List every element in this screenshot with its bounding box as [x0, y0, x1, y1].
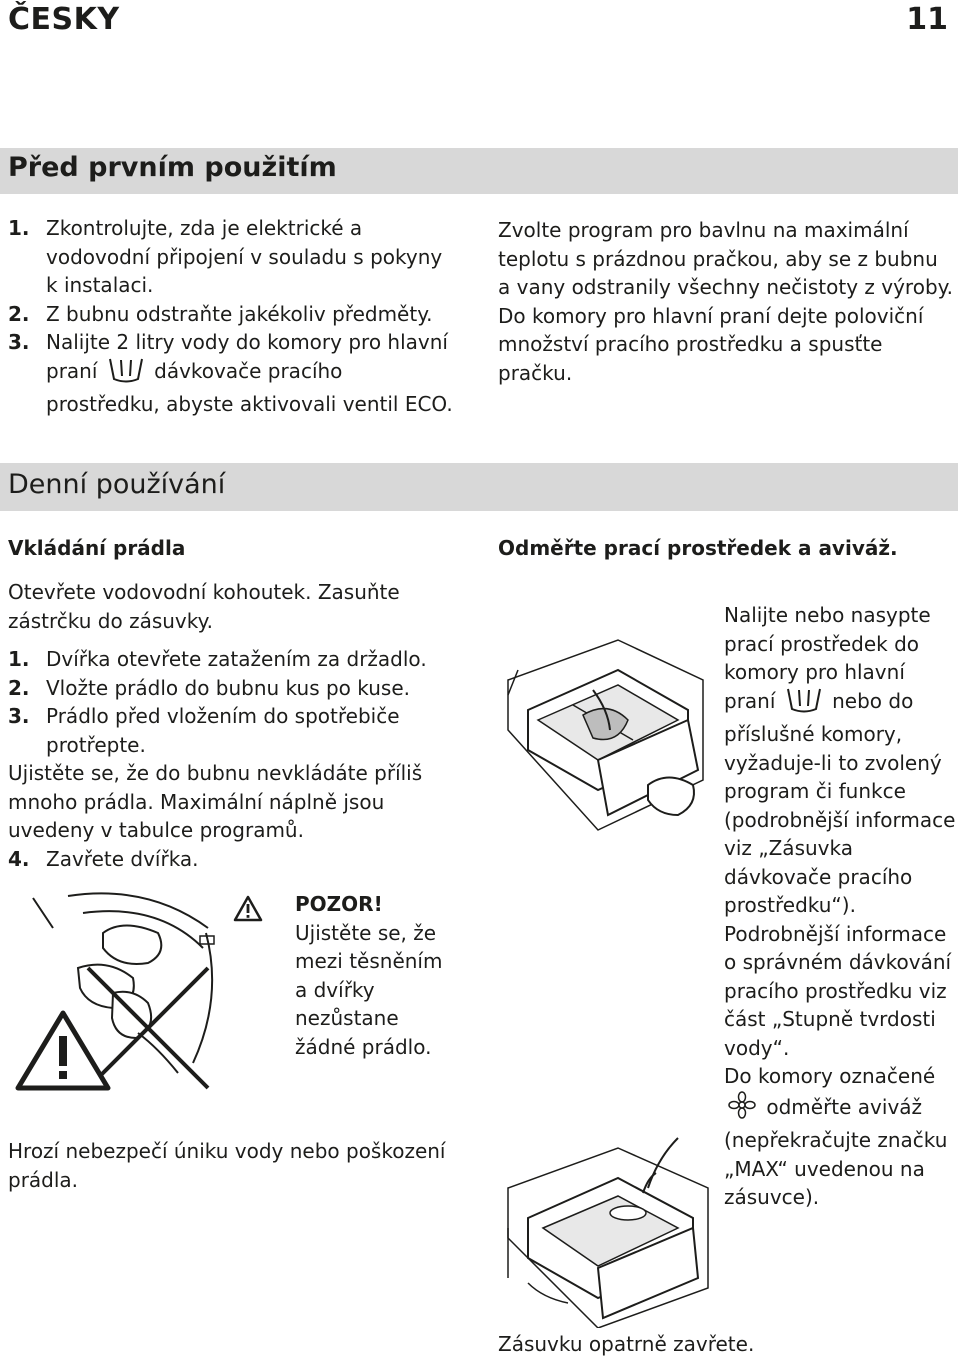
paragraph: Do komory označené — [724, 1064, 936, 1088]
section-title-daily-use: Denní používání — [8, 469, 226, 500]
paragraph: nebo do příslušné komory, vyžaduje-li to zvolený program či funkce (podrobnější informace viz „Zásuvka dávkovače pracího prostředku“). Podrobnější informace o správném dávkování pracího prostředku viz část „Stupně tvrdosti vody“. — [724, 688, 956, 1060]
section-heading-band — [0, 148, 958, 194]
door-seal-illustration — [8, 888, 223, 1103]
section-heading-band — [0, 463, 958, 511]
step-text: Vložte prádlo do bubnu kus po kuse. — [46, 675, 410, 700]
step-number: 3. — [8, 330, 30, 354]
step-number: 3. — [8, 704, 30, 728]
wash-tub-icon — [108, 357, 144, 391]
detergent-drawer-illustration — [498, 620, 713, 835]
list-item — [8, 328, 458, 419]
paragraph: Do komory pro hlavní praní dejte poloviční množství pracího prostředku a spusťte pračku. — [498, 303, 924, 385]
paragraph: Zvolte program pro bavlnu na maximální teplotu s prázdnou pračkou, aby se z bubnu a vany odstranily všechny nečistoty z výroby. — [498, 218, 953, 299]
subtitle-loading: Vkládání prádla — [8, 536, 186, 560]
list-item — [8, 845, 448, 874]
warning-text: Ujistěte se, že mezi těsněním a dvířky nezůstane žádné prádlo. — [295, 920, 443, 1059]
step-text: dávkovače pracího prostředku, abyste aktivovali ventil ECO. — [46, 358, 453, 416]
first-use-right-text — [498, 216, 953, 387]
step-number: 4. — [8, 846, 30, 871]
list-item — [8, 645, 448, 674]
softener-drawer-illustration — [498, 1128, 718, 1328]
step-number: 2. — [8, 675, 30, 700]
step-number: 1. — [8, 647, 30, 671]
step-text: Prádlo před vložením do spotřebiče protřepte. — [46, 704, 400, 757]
closing-instruction: Zásuvku opatrně zavřete. — [498, 1332, 755, 1356]
warning-box — [295, 890, 455, 1061]
page-number: 11 — [906, 2, 948, 37]
first-use-steps — [8, 214, 458, 419]
step-text: Zkontrolujte, zda je elektrické a vodovodní připojení v souladu s pokyny k instalaci. — [46, 216, 443, 297]
warning-triangle-icon — [233, 895, 263, 922]
step-number: 1. — [8, 216, 30, 240]
language-label: ČESKY — [8, 2, 120, 37]
detergent-instructions — [724, 601, 956, 1212]
subtitle-measure-detergent: Odměřte prací prostředek a aviváž. — [498, 536, 898, 560]
list-item — [8, 300, 458, 329]
step-text: Z bubnu odstraňte jakékoliv předměty. — [46, 301, 433, 326]
warning-title: POZOR! — [295, 892, 383, 916]
list-item — [8, 214, 458, 300]
list-item — [8, 674, 448, 703]
step-number: 2. — [8, 301, 30, 326]
paragraph: Ujistěte se, že do bubnu nevkládáte příliš mnoho prádla. Maximální náplně jsou uvedeny v tabulce programů. — [8, 761, 423, 842]
wash-tub-icon — [786, 687, 822, 721]
list-item — [8, 702, 448, 759]
paragraph: Otevřete vodovodní kohoutek. Zasuňte zástrčku do zásuvky. — [8, 580, 400, 633]
risk-note: Hrozí nebezpečí úniku vody nebo poškození prádla. — [8, 1139, 446, 1192]
step-text: Zavřete dvířka. — [46, 846, 199, 871]
loading-instructions — [8, 578, 448, 873]
step-text: Dvířka otevřete zatažením za držadlo. — [46, 647, 427, 671]
step-text: Nalijte 2 litry vody do komory pro hlavní praní — [46, 330, 448, 383]
section-title-first-use: Před prvním použitím — [8, 152, 337, 183]
paragraph: Nalijte nebo nasypte prací prostředek do komory pro hlavní praní — [724, 603, 931, 713]
softener-flower-icon — [728, 1091, 756, 1127]
paragraph: odměřte aviváž (nepřekračujte značku „MAX“ uvedenou na zásuvce). — [724, 1094, 948, 1209]
